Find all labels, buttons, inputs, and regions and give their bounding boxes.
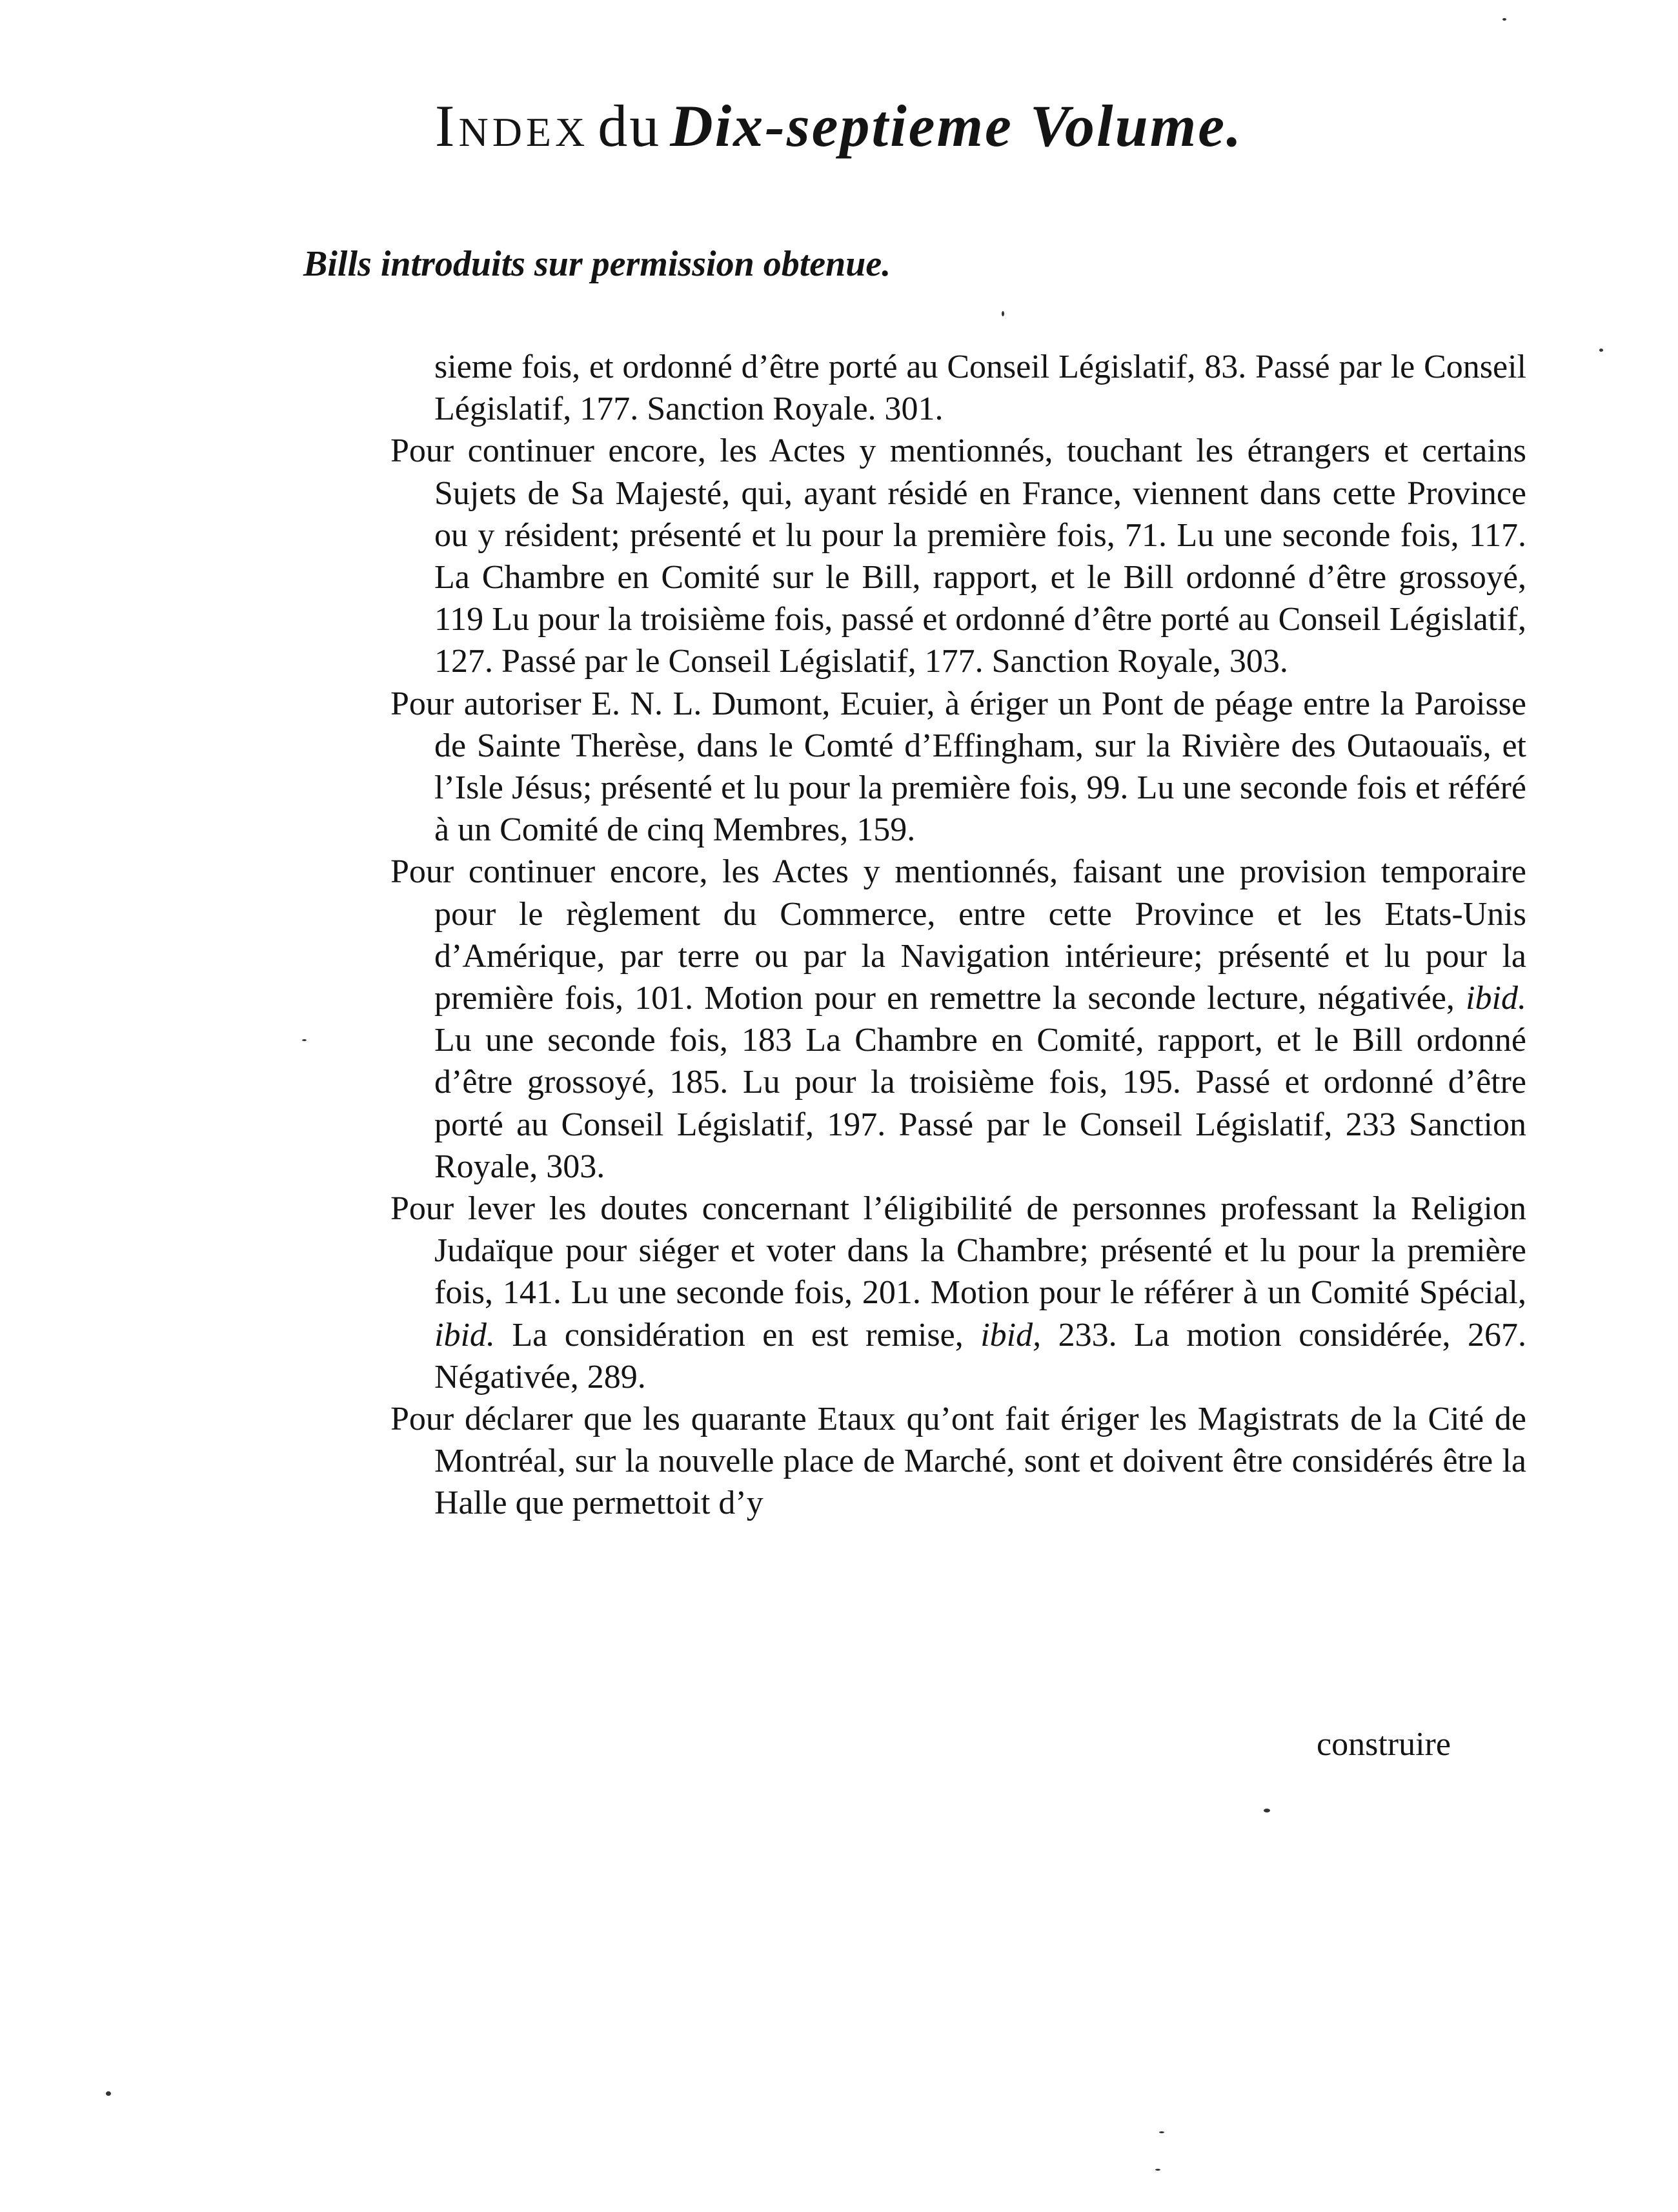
scan-speck <box>1599 349 1603 352</box>
index-entry <box>390 430 1526 682</box>
scan-speck <box>1002 311 1004 316</box>
title-index: Index <box>434 93 589 159</box>
catchword: construire <box>1317 1726 1451 1763</box>
entry-ibid: ibid, <box>980 1316 1042 1354</box>
index-entries <box>390 346 1526 1525</box>
entry-text: Pour autoriser E. N. L. Dumont, Ecuier, à ériger un Pont de péage entre la Paroisse de Sainte Therèse, dans le Comté d’Effingham, sur la Rivière des Outaouaïs, et l’Isle Jésus; présenté et lu pour la première fois, 99. Lu une seconde fois et référé à un Comité de cinq Membres, 159. <box>390 685 1526 849</box>
entry-text: sieme fois, et ordonné d’être porté au Conseil Législatif, 83. Passé par le Conseil Législatif, 177. Sanction Royale. 301. <box>434 349 1526 428</box>
index-entry <box>390 851 1526 1188</box>
entry-text: Lu une seconde fois, 183 La Chambre en Comité, rapport, et le Bill ordonné d’être grossoyé, 185. Lu pour la troisième fois, 195. Passé et ordonné d’être porté au Conseil Législatif, 197. Passé par le Conseil Législatif, 233 Sanction Royale, 303. <box>434 1022 1526 1185</box>
title-du: du <box>598 93 662 159</box>
scan-speck <box>1502 18 1506 21</box>
entry-text: Pour continuer encore, les Actes y mentionnés, touchant les étrangers et certains Sujets de Sa Majesté, qui, ayant résidé en France, viennent dans cette Province ou y résident; présenté et lu pour la première fois, 71. Lu une seconde fois, 117. La Chambre en Comité sur le Bill, rapport, et le Bill ordonné d’être grossoyé, 119 Lu pour la troisième fois, passé et ordonné d’être porté au Conseil Législatif, 127. Passé par le Conseil Législatif, 177. Sanction Royale, 303. <box>390 432 1526 680</box>
entry-text: La considération en est remise, <box>494 1316 981 1354</box>
scan-speck <box>1159 2131 1164 2133</box>
section-heading: Bills introduits sur permission obtenue. <box>303 244 891 284</box>
index-entry <box>390 1188 1526 1398</box>
index-entry <box>390 683 1526 851</box>
entry-ibid: ibid. <box>434 1316 495 1354</box>
entry-text: Pour lever les doutes concernant l’éligibilité de personnes professant la Religion Judaïque pour siéger et voter dans la Chambre; présenté et lu pour la première fois, 141. Lu une seconde fois, 201. Motion pour le référer à un Comité Spécial, <box>390 1190 1526 1312</box>
scan-speck <box>106 2091 111 2096</box>
entry-text: 233. La motion considérée, 267. Négativée, 289. <box>434 1316 1526 1395</box>
entry-text: Pour continuer encore, les Actes y mentionnés, faisant une provision temporaire pour le règlement du Commerce, entre cette Province et les Etats-Unis d’Amérique, par terre ou par la Navigation intérieure; présenté et lu pour la première fois, 101. Motion pour en remettre la seconde lecture, négativée, <box>390 853 1526 1017</box>
page-title <box>0 90 1678 161</box>
index-entry <box>390 1398 1526 1525</box>
scan-speck <box>1264 1809 1270 1812</box>
scan-speck <box>1155 2169 1160 2171</box>
title-volume: Dix-septieme Volume. <box>670 93 1244 159</box>
scan-speck <box>302 1039 307 1041</box>
index-entry <box>390 346 1526 430</box>
entry-text: Pour déclarer que les quarante Etaux qu’ont fait ériger les Magistrats de la Cité de Montréal, sur la nouvelle place de Marché, sont et doivent être considérés être la Halle que permettoit d’y <box>390 1401 1526 1522</box>
entry-ibid: ibid. <box>1466 980 1526 1017</box>
